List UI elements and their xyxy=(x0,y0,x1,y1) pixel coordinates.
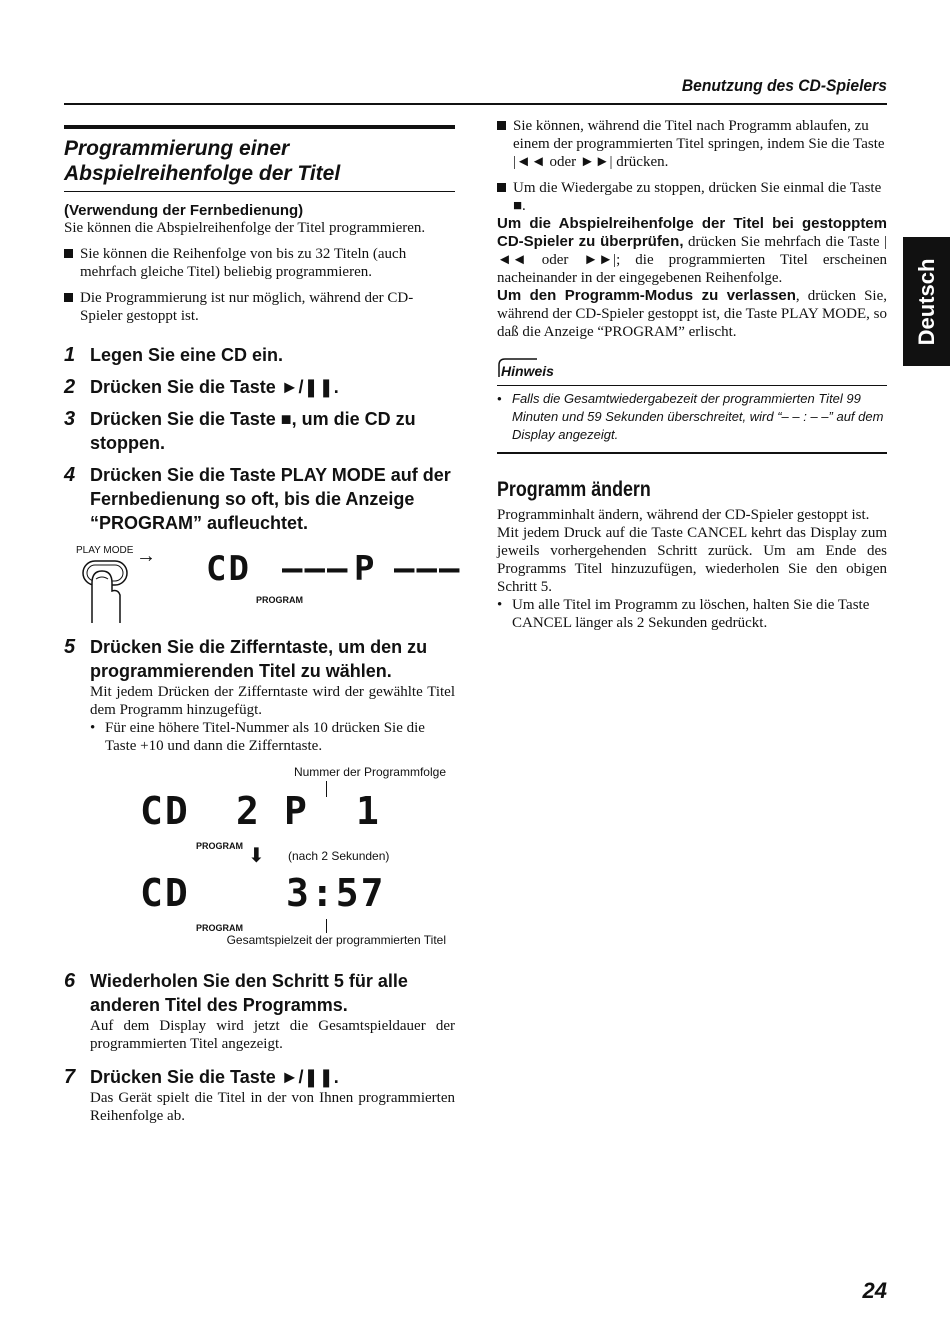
note-item: • Falls die Gesamtwiedergabezeit der programmierten Titel 99 Minuten und 59 Sekunden überschreitet, wird “– – : – –” auf dem Display angezeigt. xyxy=(497,391,884,442)
callout-line xyxy=(326,781,327,797)
dot-item: • Um alle Titel im Programm zu löschen, halten Sie die Taste CANCEL länger als 2 Sekunden gedrückt. xyxy=(497,597,870,631)
section-title: Programm ändern xyxy=(497,478,651,501)
language-tab-label: Deutsch xyxy=(913,258,939,345)
lcd-cd: CD xyxy=(206,549,251,589)
arrow-down-icon: ⬇ xyxy=(248,845,265,867)
section-title-line2: Abspielreihenfolge der Titel xyxy=(64,162,341,185)
lcd-track-number: 2 xyxy=(236,789,261,833)
running-header: Benutzung des CD-Spielers xyxy=(681,76,887,95)
check-program-paragraph: Um die Abspielreihenfolge der Titel bei gestopptem CD-Spieler zu überprüfen, drücken Sie mehrfach die Taste |◄◄ oder ►►|; die programmierten Titel erscheinen nacheinander in der eingegebenen Reihenfolge. xyxy=(497,215,887,286)
lcd-total-time: 3:57 xyxy=(286,871,386,915)
bullet-square-icon xyxy=(64,249,73,258)
program-indicator: PROGRAM xyxy=(256,595,303,605)
intro-text: Sie können die Abspielreihenfolge der Titel programmieren. xyxy=(64,220,426,236)
arrow-right-icon: → xyxy=(136,545,156,567)
bullet-item: Die Programmierung ist nur möglich, während der CD-Spieler gestoppt ist. xyxy=(64,289,455,325)
page-number: 24 xyxy=(862,1278,887,1303)
bullet-item: Sie können die Reihenfolge von bis zu 32 Titeln (auch mehrfach gleiche Titel) beliebig programmieren. xyxy=(64,245,455,281)
dot-item: • Für eine höhere Titel-Nummer als 10 drücken Sie die Taste +10 und dann die Zifferntaste. xyxy=(90,720,425,754)
step-5: 5 Drücken Sie die Zifferntaste, um den zu programmierenden Titel zu wählen. Mit jedem Drücken der Zifferntaste wird der gewählte Titel dem Programm hinzugefügt. • Für eine höhere Titel-Nummer als 10 drücken Sie die Taste +10 und dann die Zifferntaste. xyxy=(64,636,455,754)
bullet-square-icon xyxy=(64,293,73,302)
caption-after-seconds: (nach 2 Sekunden) xyxy=(288,849,390,863)
step-3: 3 Drücken Sie die Taste ■, um die CD zu stoppen. xyxy=(64,408,416,453)
lcd-cd: CD xyxy=(140,789,190,833)
program-change-section: Programm ändern Programminhalt ändern, während der CD-Spieler gestoppt ist. Mit jedem Druck auf die Taste CANCEL kehrt das Display zum jeweils vorhergehenden Schritt zurück. Um am Ende des Programms Titel hinzuzufügen, wiederholen Sie den obigen Schritt 5. • Um alle Titel im Programm zu löschen, halten Sie die Taste CANCEL länger als 2 Sekunden gedrückt. xyxy=(497,478,887,631)
left-column xyxy=(64,125,462,1125)
lcd-program-number: 1 xyxy=(356,789,381,833)
step-4: 4 Drücken Sie die Taste PLAY MODE auf der Fernbedienung so oft, bis die Anzeige “PROGRAM” aufleuchtet. xyxy=(64,464,451,533)
lcd-p: P xyxy=(284,789,309,833)
step-1: 1 Legen Sie eine CD ein. xyxy=(64,344,284,366)
step-6: 6 Wiederholen Sie den Schritt 5 für alle anderen Titel des Programms. Auf dem Display wird jetzt die Gesamtspieldauer der programmierten Titel angezeigt. xyxy=(64,970,455,1052)
section-title xyxy=(64,136,455,186)
lcd-dashes: ––– xyxy=(394,549,462,589)
caption-total-time: Gesamtspielzeit der programmierten Titel xyxy=(226,933,446,947)
note-box xyxy=(497,361,887,454)
lcd-p: P xyxy=(354,549,377,589)
bullet-square-icon xyxy=(497,183,506,192)
note-header: Hinweis xyxy=(497,361,558,383)
callout-line xyxy=(326,919,327,933)
program-indicator: PROGRAM xyxy=(196,923,243,933)
section-rule-top xyxy=(64,125,455,129)
caption-program-number: Nummer der Programmfolge xyxy=(293,765,446,779)
language-tab xyxy=(903,237,950,366)
step-7: 7 Drücken Sie die Taste ►/❚❚. Das Gerät spielt die Titel in der von Ihnen programmierten Reihenfolge ab. xyxy=(64,1066,455,1124)
hand-pressing-button-icon xyxy=(82,557,132,625)
section-rule-bottom xyxy=(64,191,455,192)
lcd-cd: CD xyxy=(140,871,190,915)
section-title-line1: Programmierung einer xyxy=(64,137,290,160)
bullet-item: Um die Wiedergabe zu stoppen, drücken Sie einmal die Taste ■. xyxy=(497,179,887,215)
figure-play-mode xyxy=(64,541,462,627)
header-rule xyxy=(64,103,887,105)
exit-program-paragraph: Um den Programm-Modus zu verlassen, drücken Sie, während der CD-Spieler gestoppt ist, die Taste PLAY MODE, so daß die Anzeige “PROGRAM” erlischt. xyxy=(497,287,887,340)
subtitle: (Verwendung der Fernbedienung) xyxy=(64,202,304,219)
bullet-square-icon xyxy=(497,121,506,130)
note-rule xyxy=(497,452,887,454)
figure-program-display xyxy=(64,763,455,961)
lcd-dashes: ––– xyxy=(282,549,350,589)
program-indicator: PROGRAM xyxy=(196,841,243,851)
right-column xyxy=(497,117,887,632)
play-mode-button-label: PLAY MODE xyxy=(76,545,134,556)
bullet-item: Sie können, während die Titel nach Programm ablaufen, zu einem der programmierten Titel springen, indem Sie die Taste |◄◄ oder ►►| drücken. xyxy=(497,117,887,171)
step-2: 2 Drücken Sie die Taste ►/❚❚. xyxy=(64,376,339,398)
